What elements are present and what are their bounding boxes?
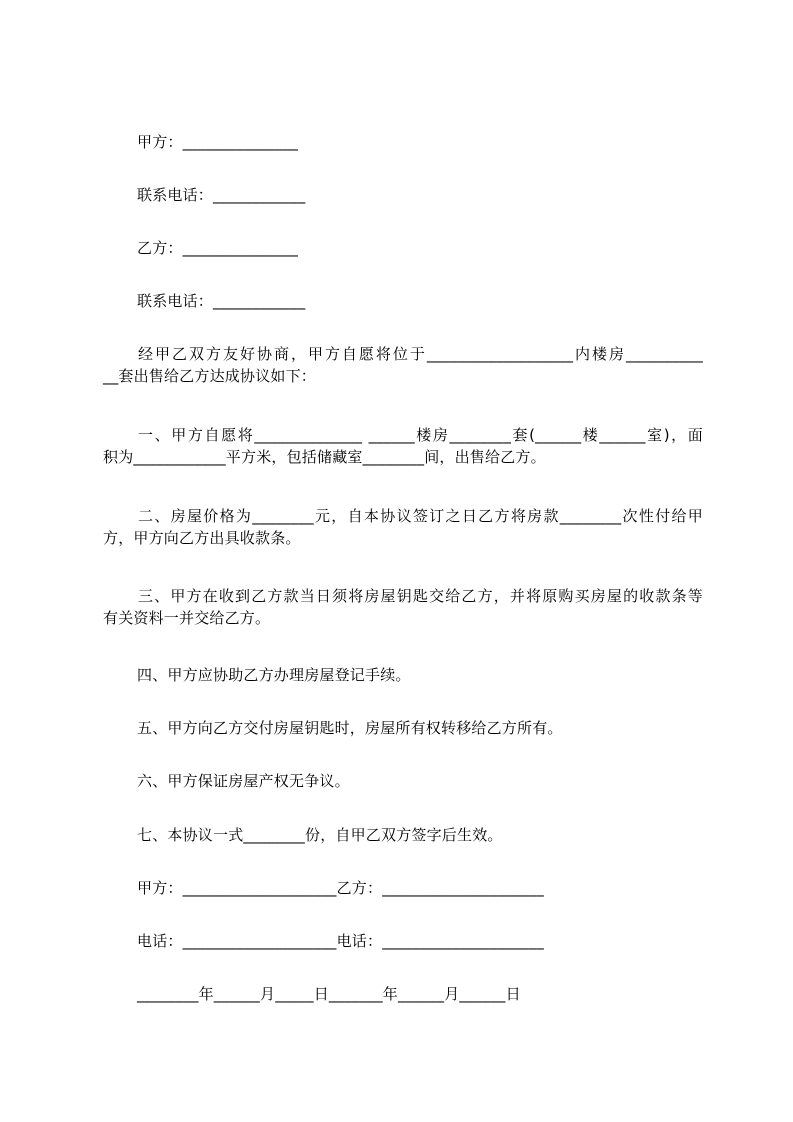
clause-5: 五、甲方向乙方交付房屋钥匙时，房屋所有权转移给乙方所有。	[137, 719, 563, 737]
signature-dates: ________年______月_____日_______年______月______日	[137, 985, 521, 1003]
clause-3-line-1: 三、甲方在收到乙方款当日须将房屋钥匙交给乙方，并将原购买房屋的收款条等	[138, 587, 703, 605]
clause-6: 六、甲方保证房屋产权无争议。	[137, 772, 350, 790]
party-a-field: 甲方：_______________	[137, 133, 299, 151]
clause-4: 四、甲方应协助乙方办理房屋登记手续。	[137, 666, 411, 684]
party-a-phone-field: 联系电话：____________	[137, 186, 306, 204]
party-b-field: 乙方：_______________	[137, 239, 299, 257]
clause-2	[103, 505, 703, 549]
intro-line-1: 经甲乙双方友好协商，甲方自愿将位于___________________内楼房__________	[138, 345, 703, 363]
intro-line-2: __套出售给乙方达成协议如下：	[103, 367, 317, 385]
signature-phones: 电话：____________________电话：_____________________	[137, 932, 544, 950]
clause-3-line-2: 有关资料一并交给乙方。	[103, 609, 271, 627]
clause-2-line-1: 二、房屋价格为________元，自本协议签订之日乙方将房款________次性付给甲	[138, 507, 703, 525]
party-b-phone-field: 联系电话：____________	[137, 292, 306, 310]
clause-1-line-1: 一、甲方自愿将______________ ______楼房________套(______楼______室)，面	[138, 426, 703, 444]
clause-3	[103, 585, 703, 629]
clause-1-line-2: 积为____________平方米，包括储藏室________间，出售给乙方。	[103, 448, 546, 466]
clause-7: 七、本协议一式________份，自甲乙双方签字后生效。	[137, 826, 503, 844]
intro-paragraph	[103, 343, 703, 387]
clause-1	[103, 424, 703, 468]
signature-parties: 甲方：____________________乙方：_____________________	[137, 879, 544, 897]
clause-2-line-2: 方，甲方向乙方出具收款条。	[103, 529, 301, 547]
